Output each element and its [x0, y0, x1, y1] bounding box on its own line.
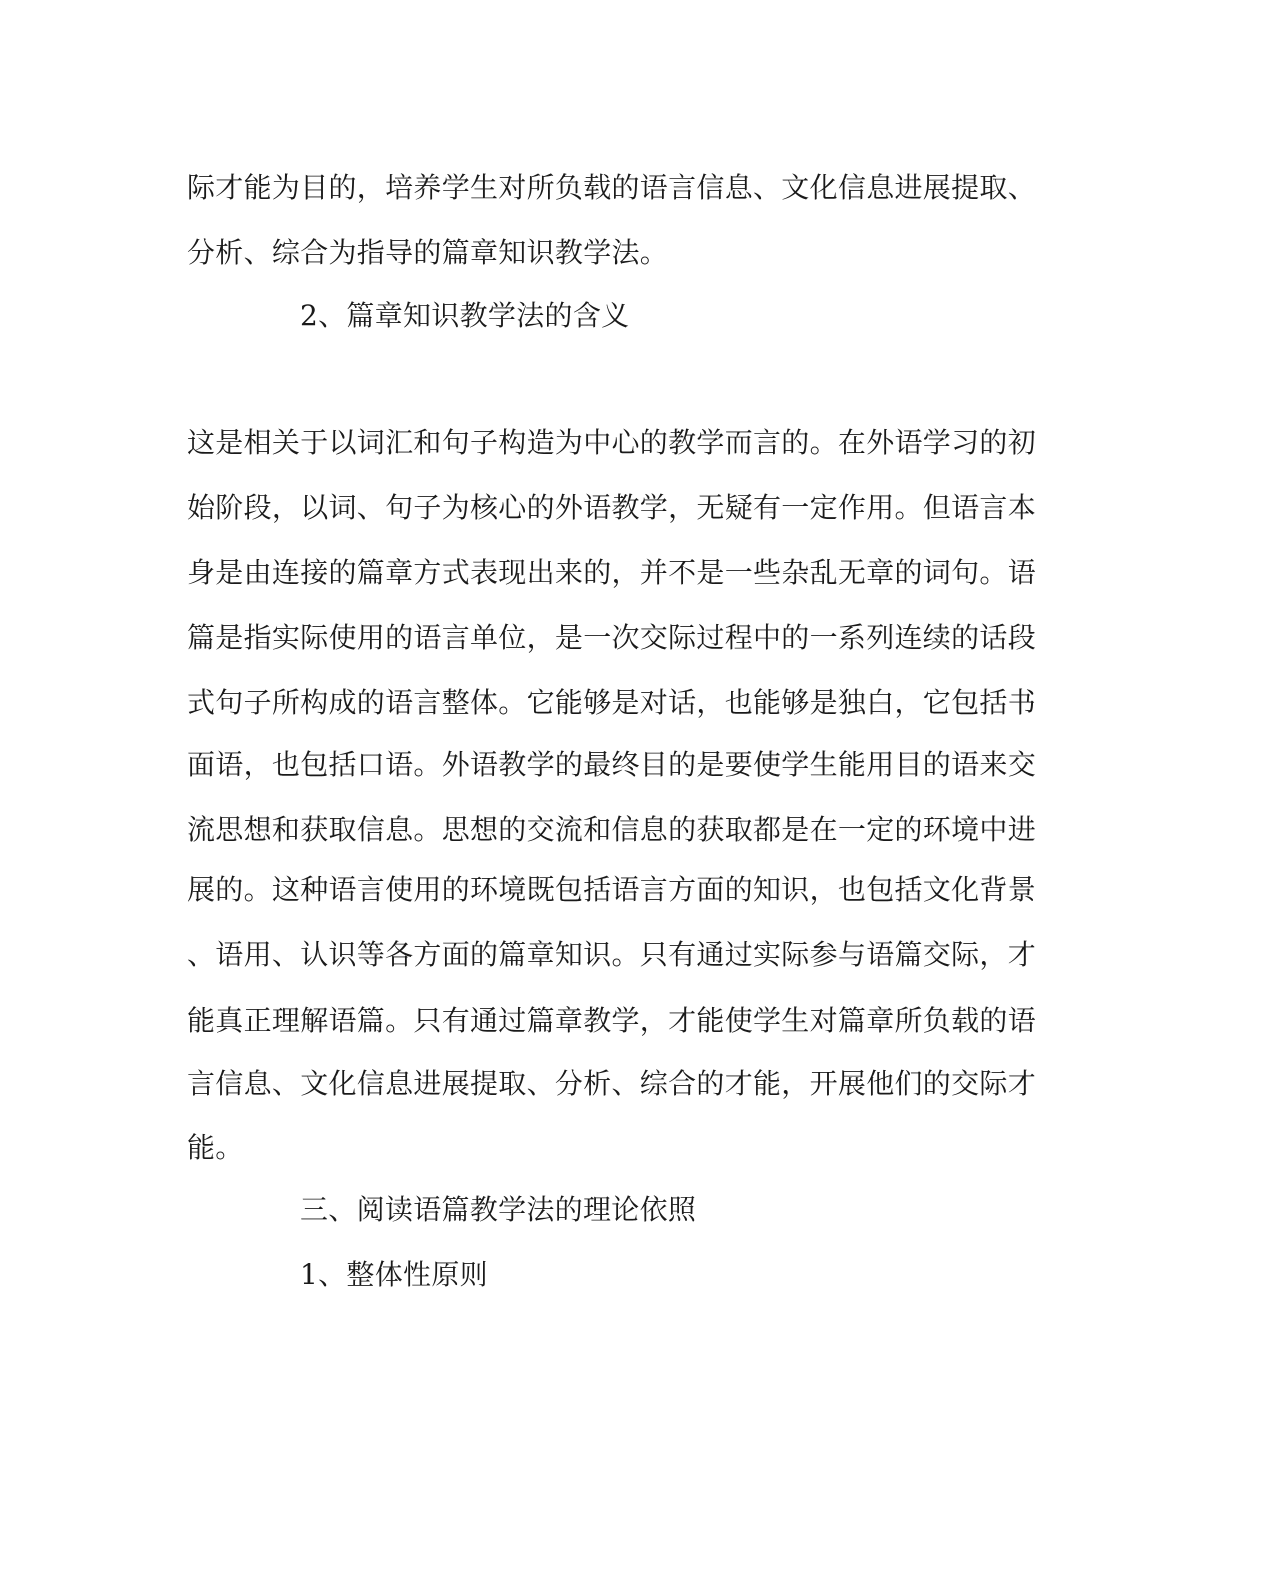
paragraph-line: 面语，也包括口语。外语教学的最终目的是要使学生能用目的语来交 — [187, 748, 1037, 781]
paragraph-line: 流思想和获取信息。思想的交流和信息的获取都是在一定的环境中进 — [187, 813, 1037, 846]
paragraph-line: 能真正理解语篇。只有通过篇章教学，才能使学生对篇章所负载的语 — [187, 1004, 1037, 1037]
section-heading: 三、阅读语篇教学法的理论依照 — [300, 1193, 697, 1226]
paragraph-line: 、语用、认识等各方面的篇章知识。只有通过实际参与语篇交际，才 — [187, 938, 1037, 971]
paragraph-line: 分析、综合为指导的篇章知识教学法。 — [187, 236, 669, 269]
paragraph-line: 言信息、文化信息进展提取、分析、综合的才能，开展他们的交际才 — [187, 1067, 1037, 1100]
subsection-heading: 1、整体性原则 — [300, 1258, 488, 1291]
paragraph-line: 展的。这种语言使用的环境既包括语言方面的知识，也包括文化背景 — [187, 873, 1037, 906]
paragraph-line: 际才能为目的，培养学生对所负载的语言信息、文化信息进展提取、 — [187, 171, 1037, 204]
paragraph-line: 能。 — [187, 1131, 244, 1164]
paragraph-line: 身是由连接的篇章方式表现出来的，并不是一些杂乱无章的词句。语 — [187, 556, 1037, 589]
paragraph-line: 篇是指实际使用的语言单位，是一次交际过程中的一系列连续的话段 — [187, 621, 1037, 654]
section-heading: 2、篇章知识教学法的含义 — [300, 299, 630, 332]
paragraph-line: 式句子所构成的语言整体。它能够是对话，也能够是独白，它包括书 — [187, 686, 1037, 719]
paragraph-line: 始阶段，以词、句子为核心的外语教学，无疑有一定作用。但语言本 — [187, 491, 1037, 524]
paragraph-line: 这是相关于以词汇和句子构造为中心的教学而言的。在外语学习的初 — [187, 426, 1037, 459]
